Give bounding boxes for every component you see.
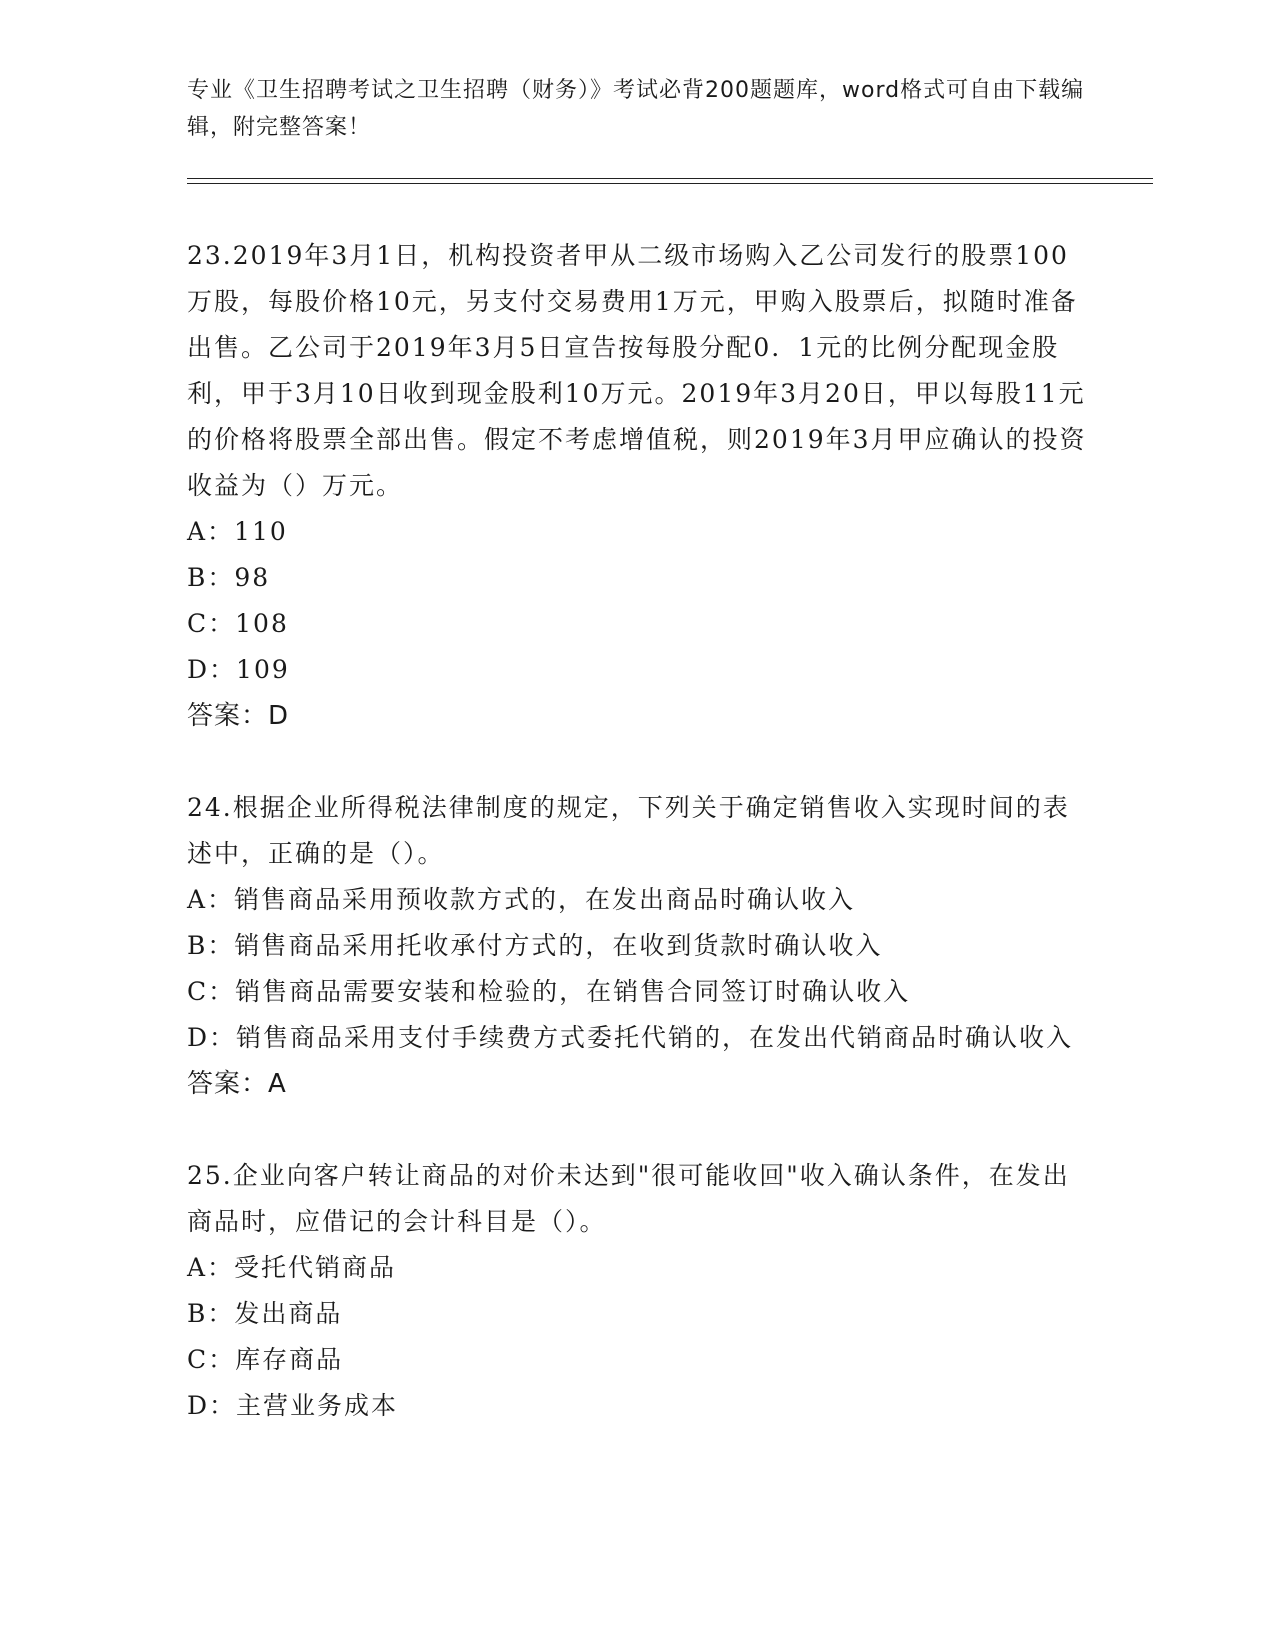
option-d: D：销售商品采用支付手续费方式委托代销的，在发出代销商品时确认收入 [187,1023,1074,1052]
option-b: B：发出商品 [187,1299,343,1328]
option-a: A：110 [187,517,288,546]
answer-label: 答案：D [187,701,290,731]
question-list [187,233,1087,1429]
option-b: B：98 [187,563,271,592]
question-24 [187,785,1087,1107]
option-c: C：库存商品 [187,1345,344,1374]
option-a: A：销售商品采用预收款方式的，在发出商品时确认收入 [187,885,856,914]
option-d: D：109 [187,655,290,684]
question-text: 25.企业向客户转让商品的对价未达到"很可能收回"收入确认条件，在发出商品时，应借记的会计科目是（）。 [187,1161,1070,1236]
option-d: D：主营业务成本 [187,1391,399,1420]
option-b: B：销售商品采用托收承付方式的，在收到货款时确认收入 [187,931,883,960]
header-title: 专业《卫生招聘考试之卫生招聘（财务）》考试必背200题题库，word格式可自由下载编辑，附完整答案！ [187,78,1085,140]
question-spacer [187,1107,1087,1153]
header-divider-top [187,178,1153,179]
document-header [187,72,1087,146]
question-spacer [187,739,1087,785]
header-divider-bottom [187,183,1153,184]
question-text: 23.2019年3月1日，机构投资者甲从二级市场购入乙公司发行的股票100万股，每股价格10元，另支付交易费用1万元，甲购入股票后，拟随时准备出售。乙公司于2019年3月5日宣告按每股分配0．1元的比例分配现金股利，甲于3月10日收到现金股利10万元。2019年3月20日，甲以每股11元的价格将股票全部出售。假定不考虑增值税，则2019年3月甲应确认的投资收益为（）万元。 [187,241,1087,500]
question-23 [187,233,1087,739]
question-25 [187,1153,1087,1429]
option-c: C：108 [187,609,289,638]
option-c: C：销售商品需要安装和检验的，在销售合同签订时确认收入 [187,977,911,1006]
question-text: 24.根据企业所得税法律制度的规定，下列关于确定销售收入实现时间的表述中，正确的是（）。 [187,793,1070,868]
option-a: A：受托代销商品 [187,1253,397,1282]
answer-label: 答案：A [187,1069,287,1099]
